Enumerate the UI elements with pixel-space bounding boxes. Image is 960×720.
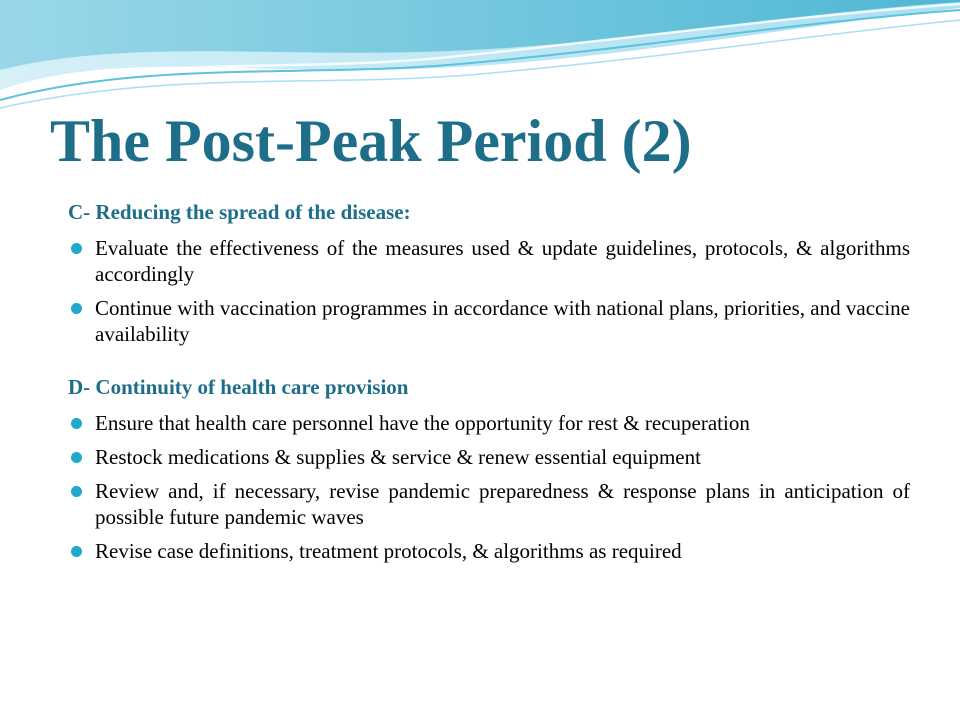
bullet-list-health-care-continuity (68, 410, 910, 564)
list-item (68, 235, 910, 287)
bullet-text: Continue with vaccination programmes in accordance with national plans, priorities, and vaccine availability (95, 296, 910, 346)
list-item (68, 478, 910, 530)
section-heading-health-care-continuity: D- Continuity of health care provision (68, 375, 409, 399)
decorative-wave-header (0, 0, 960, 120)
list-item (68, 410, 910, 436)
section-heading-reducing-spread: C- Reducing the spread of the disease: (68, 200, 411, 224)
list-item (68, 295, 910, 347)
bullet-list-reducing-spread (68, 235, 910, 347)
bullet-dot-icon (71, 546, 82, 557)
bullet-dot-icon (71, 418, 82, 429)
bullet-text: Revise case definitions, treatment protocols, & algorithms as required (95, 539, 682, 563)
bullet-text: Ensure that health care personnel have the opportunity for rest & recuperation (95, 411, 750, 435)
bullet-text: Review and, if necessary, revise pandemic preparedness & response plans in anticipation of possible future pandemic waves (95, 479, 910, 529)
bullet-dot-icon (71, 486, 82, 497)
bullet-dot-icon (71, 243, 82, 254)
slide-title: The Post-Peak Period (2) (50, 108, 692, 174)
list-item (68, 444, 910, 470)
list-item (68, 538, 910, 564)
bullet-text: Evaluate the effectiveness of the measures used & update guidelines, protocols, & algorithms accordingly (95, 236, 910, 286)
bullet-text: Restock medications & supplies & service & renew essential equipment (95, 445, 701, 469)
bullet-dot-icon (71, 303, 82, 314)
slide-body (68, 200, 910, 572)
bullet-dot-icon (71, 452, 82, 463)
